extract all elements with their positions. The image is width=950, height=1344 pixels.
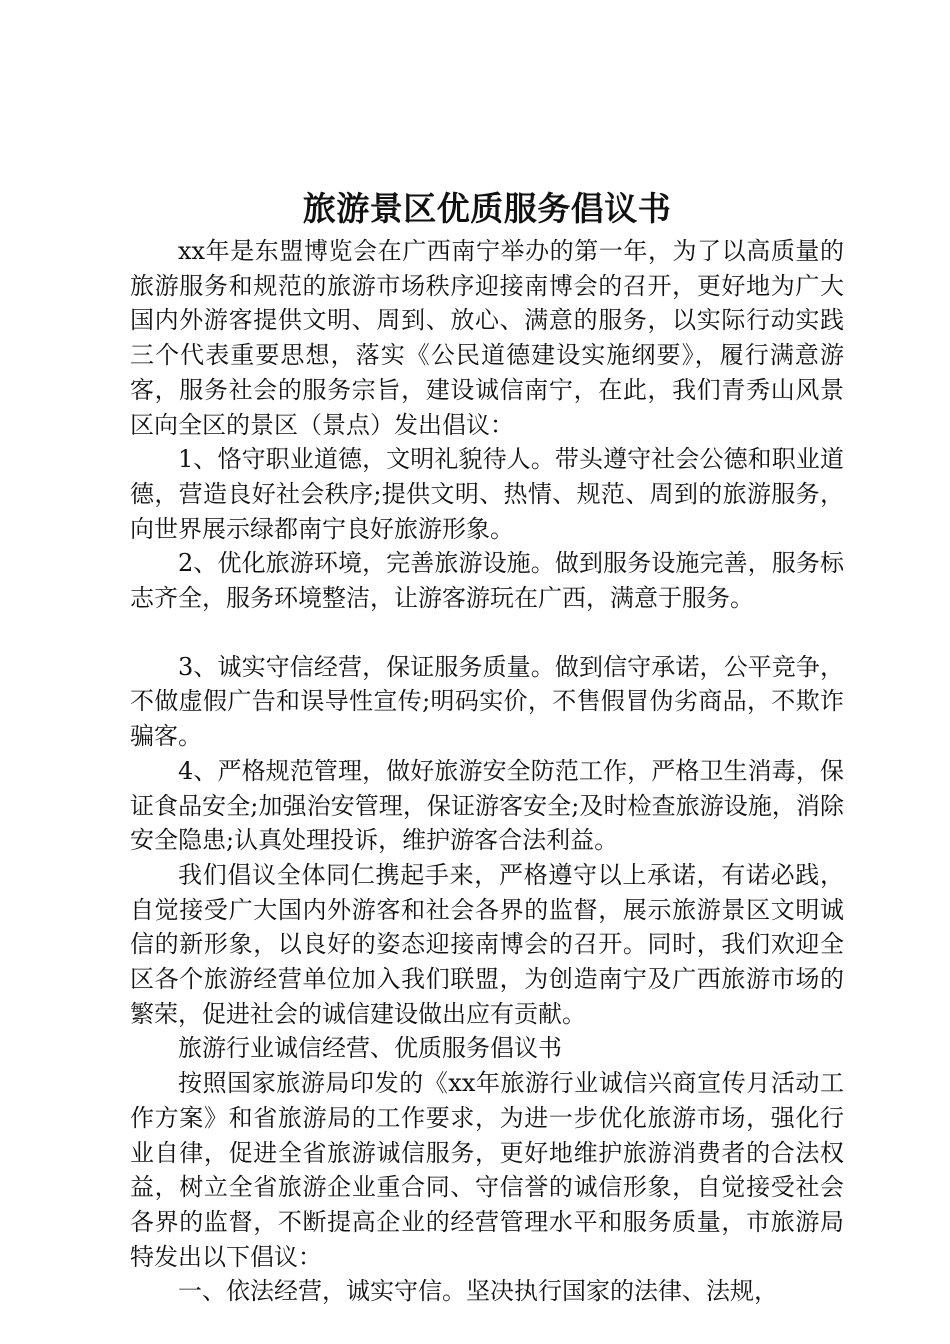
paragraph-item-3: 3、诚实守信经营，保证服务质量。做到信守承诺，公平竞争，不做虚假广告和误导性宣传;明码实价，不售假冒伪劣商品，不欺诈骗客。: [130, 652, 844, 751]
paragraph-closing: 我们倡议全体同仁携起手来，严格遵守以上承诺，有诺必践，自觉接受广大国内外游客和社会各界的监督，展示旅游景区文明诚信的新形象，以良好的姿态迎接南博会的召开。同时，我们欢迎全区各个旅游经营单位加入我们联盟，为创造南宁及广西旅游市场的繁荣，促进社会的诚信建设做出应有贡献。: [130, 860, 844, 1028]
paragraph-section-intro: 按照国家旅游局印发的《xx年旅游行业诚信兴商宣传月活动工作方案》和省旅游局的工作要求，为进一步优化旅游市场，强化行业自律，促进全省旅游诚信服务，更好地维护旅游消费者的合法权益，树立全省旅游企业重合同、守信誉的诚信形象，自觉接受社会各界的监督，不断提高企业的经营管理水平和服务质量，市旅游局特发出以下倡议：: [130, 1069, 844, 1271]
paragraph-item-2: 2、优化旅游环境，完善旅游设施。做到服务设施完善，服务标志齐全，服务环境整洁，让游客游玩在广西，满意于服务。: [130, 549, 844, 613]
document-title: 旅游景区优质服务倡议书: [302, 189, 672, 228]
section-heading: 旅游行业诚信经营、优质服务倡议书: [178, 1034, 562, 1063]
blank-line: [130, 616, 844, 650]
paragraph-point-1: 一、依法经营，诚实守信。坚决执行国家的法律、法规，: [178, 1277, 778, 1306]
paragraph-item-4: 4、严格规范管理，做好旅游安全防范工作，严格卫生消毒，保证食品安全;加强治安管理，保证游客安全;及时检查旅游设施，消除安全隐患;认真处理投诉，维护游客合法利益。: [130, 756, 844, 855]
paragraph-intro: xx年是东盟博览会在广西南宁举办的第一年，为了以高质量的旅游服务和规范的旅游市场秩序迎接南博会的召开，更好地为广大国内外游客提供文明、周到、放心、满意的服务，以实际行动实践三个代表重要思想，落实《公民道德建设实施纲要》，履行满意游客，服务社会的服务宗旨，建设诚信南宁，在此，我们青秀山风景区向全区的景区（景点）发出倡议：: [130, 237, 844, 439]
document-page: [130, 184, 844, 1309]
paragraph-item-1: 1、恪守职业道德，文明礼貌待人。带头遵守社会公德和职业道德，营造良好社会秩序;提供文明、热情、规范、周到的旅游服务，向世界展示绿都南宁良好旅游形象。: [130, 445, 844, 543]
